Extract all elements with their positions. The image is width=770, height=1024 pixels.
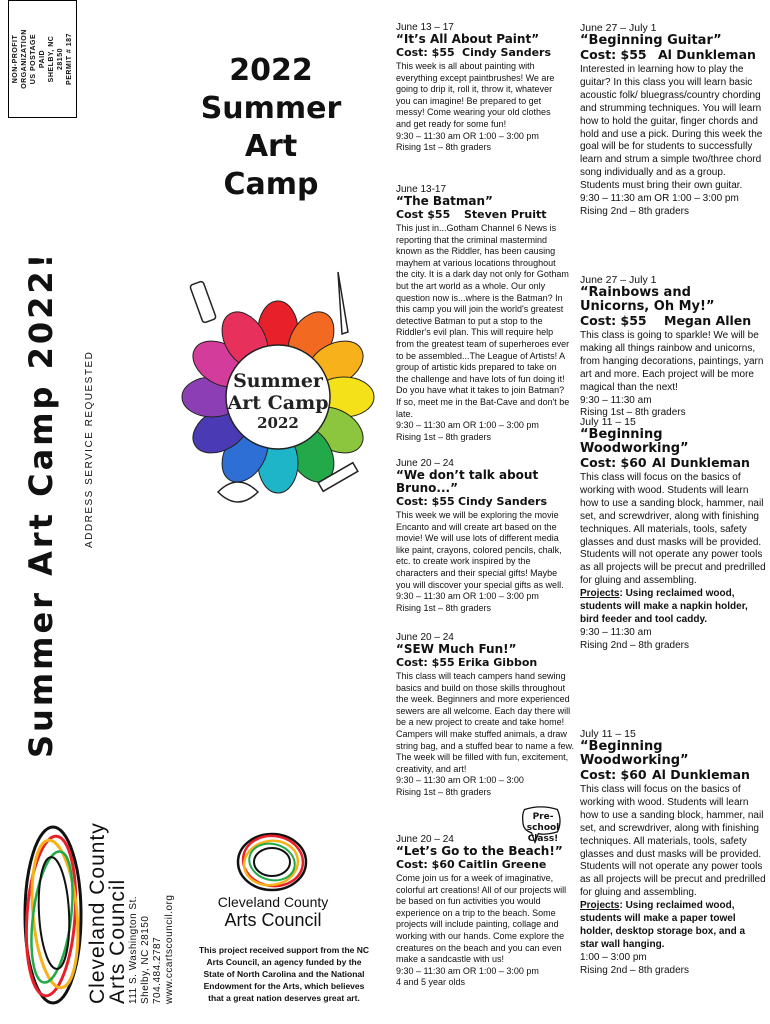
course-title: “Beginning Guitar” — [580, 33, 722, 48]
course-date: July 11 – 15 — [580, 416, 636, 428]
course-teacher: Steven Pruitt — [464, 208, 547, 221]
course-description: This class will teach campers hand sewing basics and build on those skills throughout the week. Beginners and more experienced sewers are all welcome. Each day there will be a new project to create and take home! Campers will make stuffed animals, a draw string bag, and a stuffed bear to name a few. The week will be filled with fun, excitement, creativity, and art! — [396, 671, 574, 774]
course-description: This week we will be exploring the movie Encanto and will create art based on the movie! We will use lots of different media like paint, crayons, colored pencils, chalk, etc. to create work inspired by the characters and their special gifts! Maybe you will discover your special gifts as well. — [396, 510, 564, 590]
course-description: This class is going to sparkle! We will be making all things rainbow and unicorns, from hanging decorations, paintings, yarn art and more. Each project will be more magical than the next! — [580, 330, 764, 393]
return-org-line2: Arts Council — [106, 878, 129, 1004]
course-teacher: Cindy Sanders — [458, 495, 548, 508]
return-city: Shelby, NC 28150 — [140, 915, 151, 1004]
course-title: “The Batman” — [396, 194, 493, 208]
course-cost: Cost: $55 — [396, 656, 455, 669]
course-times: 9:30 – 11:30 am OR 1:00 – 3:00 pm — [396, 591, 539, 602]
course-cost-line — [396, 46, 568, 59]
course-card — [580, 416, 766, 653]
return-web: www.ccartscouncil.org — [164, 894, 175, 1004]
postage-line: ORGANIZATION — [21, 29, 28, 89]
course-grades: Rising 1st – 8th graders — [580, 407, 686, 419]
course-teacher: Megan Allen — [664, 313, 752, 328]
course-date: June 27 – July 1 — [580, 274, 657, 286]
course-description: Interested in learning how to play the guitar? In this class you will learn basic acoustic folk/ bluegrass/country chording and strumming techniques. You will learn how to hold the guitar, finger chords and hold and use a pick. During this week the goal will be for students to successfully learn and strum a simple two/three chord song individually and as a group. Students must bring their own guitar. — [580, 64, 763, 192]
projects-text: : Using reclaimed wood, students will make a paper towel holder, desktop storage box, and a star wall hanging. — [580, 900, 746, 950]
course-description: This class will focus on the basics of working with wood. Students will learn how to use a sanding block, hammer, nail set, and screwdriver, along with finishing techniques. All materials, tools, safety glasses and dust masks will be provided. Students will not operate any power tools as all projects will be precut and predrilled for gluing and assembling. — [580, 784, 766, 899]
course-card — [396, 458, 570, 614]
projects-label: Projects — [580, 588, 620, 600]
postage-indicia — [8, 0, 77, 118]
course-grades: Rising 2nd – 8th graders — [580, 964, 689, 976]
course-title: “It’s All About Paint” — [396, 32, 540, 46]
course-times: 9:30 – 11:30 am — [580, 394, 652, 406]
course-projects — [580, 588, 766, 627]
course-card — [396, 22, 568, 154]
course-teacher: Caitlin Greene — [458, 858, 547, 871]
course-teacher: Al Dunkleman — [652, 767, 750, 782]
course-times: 9:30 – 11:30 am OR 1:00 – 3:00 pm — [396, 420, 539, 431]
course-title: “Beginning Woodworking” — [580, 427, 689, 456]
course-cost: Cost: $55 — [396, 46, 455, 59]
course-times: 9:30 – 11:30 am OR 1:00 – 3:00 — [396, 775, 524, 786]
course-cost-line — [580, 48, 764, 62]
course-cost: Cost: $60 — [580, 455, 647, 470]
course-grades: Rising 1st – 8th graders — [396, 431, 492, 442]
funding-acknowledgement: This project received support from the NC Arts Council, an agency funded by the State of North Carolina and the National Endowment for the Arts, which believes that a great nation deserves great art. — [198, 945, 370, 1003]
course-teacher: Al Dunkleman — [658, 47, 756, 62]
color-wheel-illustration — [178, 242, 378, 552]
course-date: June 13-17 — [396, 184, 447, 195]
course-teacher: Erika Gibbon — [458, 656, 538, 669]
course-cost-line — [580, 456, 766, 470]
cover-title-line: Camp — [223, 167, 319, 202]
course-cost-line — [396, 858, 574, 871]
course-projects — [580, 900, 766, 952]
course-description: This class will focus on the basics of working with wood. Students will learn how to use a sanding block, hammer, nail set, and screwdriver, along with finishing techniques. All materials, tools, safety glasses and dust masks will be provided. Students will not operate any power tools as all projects will be precut and predrilled for gluing and assembling. — [580, 472, 766, 587]
postage-line: PAID — [39, 49, 46, 69]
projects-label: Projects — [580, 900, 620, 912]
course-title: “We don’t talk about Bruno...” — [396, 468, 539, 495]
course-grades: Rising 1st – 8th graders — [396, 786, 492, 797]
course-cost: Cost: $55 — [396, 495, 455, 508]
wheel-text-artcamp: Art Camp — [227, 392, 329, 414]
return-address — [88, 822, 176, 1004]
course-cost-line — [396, 495, 570, 508]
course-cost: Cost: $60 — [396, 858, 455, 871]
course-times: 1:00 – 3:00 pm — [580, 951, 647, 963]
course-cost: Cost: $55 — [580, 313, 647, 328]
cover-title-line: 2022 — [229, 53, 313, 88]
course-times: 9:30 – 11:30 am OR 1:00 – 3:00 pm — [580, 193, 739, 205]
course-date: July 11 – 15 — [580, 728, 636, 740]
course-date: June 20 – 24 — [396, 458, 454, 469]
course-cost: Cost: $55 — [580, 47, 647, 62]
org-name-line1: Cleveland County — [217, 894, 329, 910]
course-date: June 20 – 24 — [396, 632, 454, 643]
course-grades: Rising 1st – 8th graders — [396, 602, 492, 613]
pencil-icon — [338, 272, 348, 334]
course-date: June 27 – July 1 — [580, 22, 657, 34]
course-cost-line — [396, 656, 574, 669]
preschool-label: Pre-school Class! — [526, 812, 560, 844]
course-cost-line — [396, 208, 570, 221]
arts-council-logo-small — [232, 828, 312, 896]
course-cost: Cost $55 — [396, 208, 451, 221]
course-date: June 13 – 17 — [396, 22, 454, 33]
course-teacher: Cindy Sanders — [462, 46, 552, 59]
course-cost-line — [580, 768, 766, 782]
return-org-line1: Cleveland County — [86, 822, 109, 1004]
postage-line: NON-PROFIT — [12, 34, 19, 84]
course-title: “Let’s Go to the Beach!” — [396, 844, 563, 858]
return-phone: 704.484.2787 — [152, 936, 163, 1004]
course-card — [580, 22, 764, 219]
org-name — [198, 894, 348, 930]
course-description: This week is all about painting with everything except paintbrushes! We are going to drip it, roll it, throw it, whatever you can imagine! Be prepared to get messy! Come wearing your old clothes and get ready for some fun! — [396, 61, 555, 129]
postage-line: PERMIT # 187 — [66, 33, 73, 85]
course-date: June 20 – 24 — [396, 834, 454, 845]
course-card — [396, 184, 570, 443]
wheel-text-summer: Summer — [233, 370, 323, 392]
postage-line: 28150 — [57, 48, 64, 70]
course-times: 9:30 – 11:30 am — [580, 626, 652, 638]
course-card — [580, 728, 766, 978]
course-grades: Rising 1st – 8th graders — [396, 142, 492, 153]
course-title: “Beginning Woodworking” — [580, 739, 689, 768]
course-card — [580, 274, 764, 420]
course-grades: Rising 2nd – 8th graders — [580, 639, 689, 651]
postage-line: SHELBY, NC — [48, 35, 55, 83]
arts-council-logo — [18, 820, 88, 1010]
course-times: 9:30 – 11:30 am OR 1:00 – 3:00 pm — [396, 965, 539, 976]
return-street: 111 S. Washington St. — [128, 895, 139, 1004]
projects-text: : Using reclaimed wood, students will make a napkin holder, bird feeder and tool caddy. — [580, 588, 748, 625]
course-cost: Cost: $60 — [580, 767, 647, 782]
org-name-line2: Arts Council — [224, 910, 322, 930]
course-description: Come join us for a week of imaginative, colorful art creations! All of our projects will be based on fun activities you would experience on a trip to the beach. Some projects will include painting, collage and working with our hands. Come explore the creatures on the beach and you can even make a sandcastle with us! — [396, 873, 567, 965]
course-teacher: Al Dunkleman — [652, 455, 750, 470]
postage-line: US POSTAGE — [30, 33, 37, 85]
wheel-year: 2022 — [257, 414, 299, 432]
cover-title — [196, 52, 346, 204]
course-title: “Rainbows and Unicorns, Oh My!” — [580, 285, 715, 314]
scissors-icon — [218, 482, 258, 502]
course-grades: 4 and 5 year olds — [396, 977, 466, 988]
course-card — [396, 834, 574, 989]
course-cost-line — [580, 314, 764, 328]
course-title: “SEW Much Fun!” — [396, 642, 517, 656]
course-grades: Rising 2nd – 8th graders — [580, 205, 689, 217]
course-description: This just in...Gotham Channel 6 News is reporting that the criminal mastermind known as the Riddler, has been causing mayhem at various locations throughout the city. It is a dark day not only for Gotham but the art world as a whole. Our only question now is...where is the Batman? In this camp you will join the world's greatest detective Batman to put a stop to the Riddler's evil plan. This will require help from the greatest team of superheroes ever to be assembled...The League of Artists! A group of artistic kids prepared to take on the challenge and have lots of fun doing it! Do you have what it takes to join Batman? If so, meet me in the Bat-Cave and don't be late. — [396, 223, 570, 419]
address-service-requested: ADDRESS SERVICE REQUESTED — [84, 350, 95, 548]
cover-title-line: Summer Art — [200, 91, 342, 164]
glue-bottle-icon — [190, 281, 217, 323]
course-times: 9:30 – 11:30 am OR 1:00 – 3:00 pm — [396, 130, 539, 141]
mailer-banner: Summer Art Camp 2022! — [22, 250, 60, 758]
course-card — [396, 632, 574, 799]
